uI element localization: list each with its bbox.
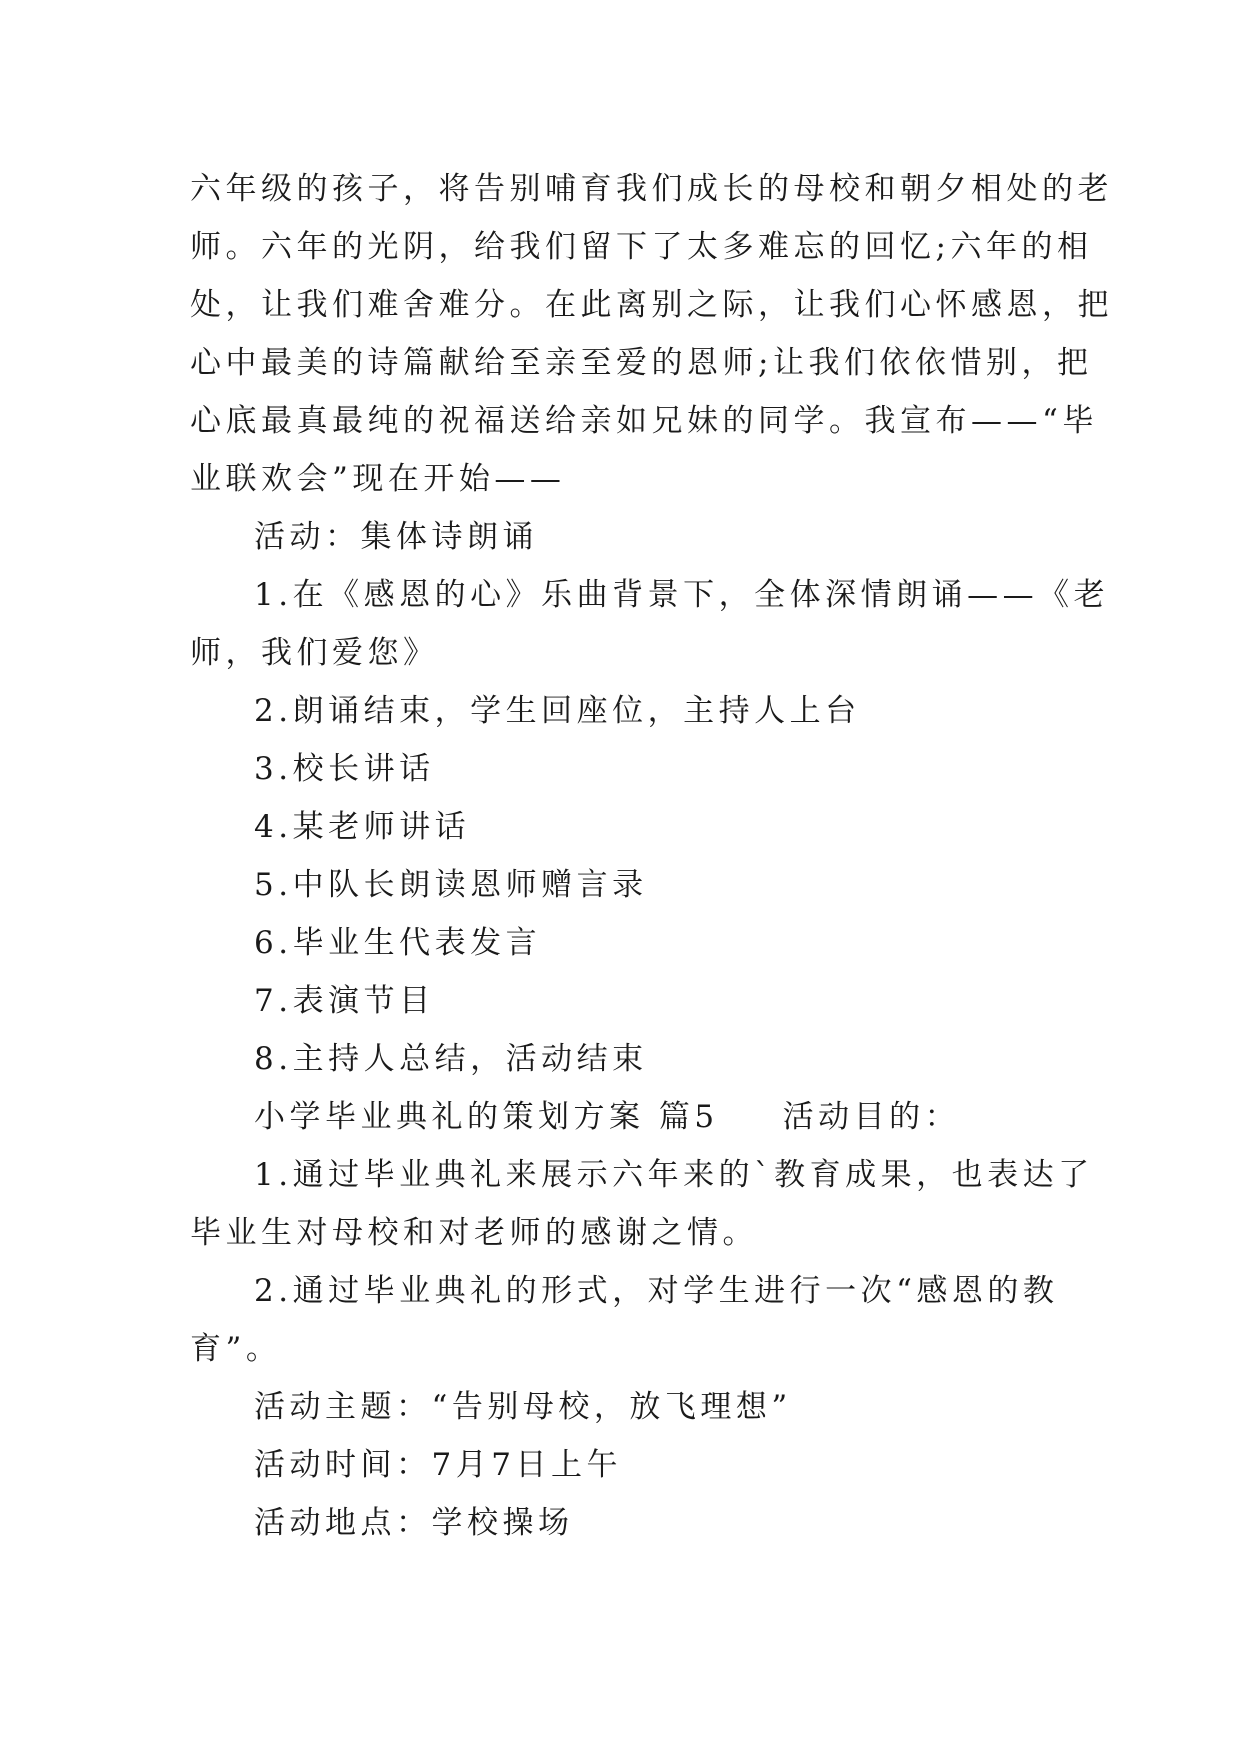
section-title-line (190, 1088, 1055, 1146)
purpose-item: 2.通过毕业典礼的形式，对学生进行一次“感恩的教 (254, 1273, 1059, 1309)
list-item: 8.主持人总结，活动结束 (254, 1041, 648, 1077)
activity-time: 活动时间：7月7日上午 (254, 1447, 622, 1483)
purpose-item-continuation: 育”。 (190, 1331, 282, 1367)
list-item: 7.表演节目 (254, 983, 435, 1019)
paragraph-line: 业联欢会”现在开始—— (190, 461, 566, 497)
purpose-item-continuation: 毕业生对母校和对老师的感谢之情。 (190, 1215, 758, 1251)
paragraph-line: 处，让我们难舍难分。在此离别之际，让我们心怀感恩，把 (190, 287, 1113, 323)
list-item: 3.校长讲话 (254, 751, 435, 787)
purpose-item: 1.通过毕业典礼来展示六年来的`教育成果，也表达了 (254, 1157, 1094, 1193)
list-item-continuation: 师，我们爱您》 (190, 635, 439, 671)
list-item: 5.中队长朗读恩师赠言录 (254, 867, 648, 903)
activity-heading: 活动：集体诗朗诵 (254, 519, 538, 555)
paragraph-line: 心底最真最纯的祝福送给亲如兄妹的同学。我宣布——“毕 (190, 403, 1098, 439)
paragraph-line: 六年级的孩子，将告别哺育我们成长的母校和朝夕相处的老 (190, 171, 1113, 207)
section-title: 小学毕业典礼的策划方案 篇5 (254, 1099, 719, 1135)
list-item: 1.在《感恩的心》乐曲背景下，全体深情朗诵——《老 (254, 577, 1110, 613)
list-item: 6.毕业生代表发言 (254, 925, 542, 961)
purpose-heading: 活动目的： (782, 1099, 961, 1135)
paragraph-line: 心中最美的诗篇献给至亲至爱的恩师;让我们依依惜别，把 (190, 345, 1093, 381)
list-item: 2.朗诵结束，学生回座位，主持人上台 (254, 693, 861, 729)
list-item: 4.某老师讲话 (254, 809, 471, 845)
paragraph-line: 师。六年的光阴，给我们留下了太多难忘的回忆;六年的相 (190, 229, 1093, 265)
activity-theme: 活动主题：“告别母校，放飞理想” (254, 1389, 792, 1425)
activity-location: 活动地点：学校操场 (254, 1505, 574, 1541)
document-body (190, 160, 1113, 1552)
